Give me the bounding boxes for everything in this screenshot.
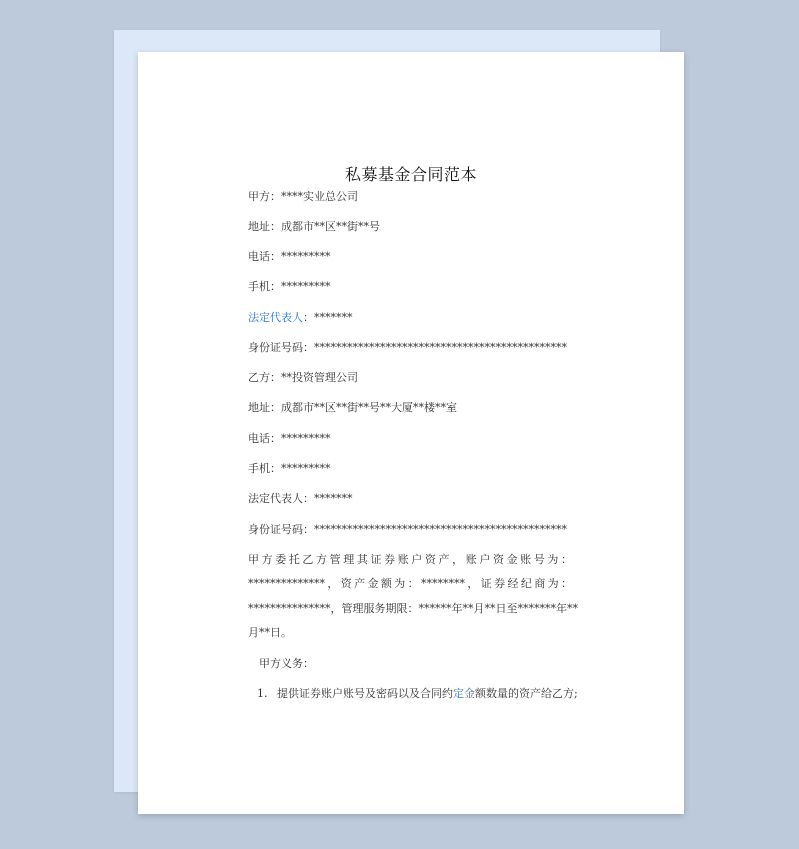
obligation-item-1 <box>257 687 578 701</box>
party-a-id: ********************************************** <box>314 341 567 354</box>
obligations-heading: 甲方义务： <box>259 657 314 670</box>
party-a-address: 成都市**区**街**号 <box>281 220 380 233</box>
party-b-label: 乙方： <box>248 371 281 384</box>
obligation-item-number: 1. <box>257 687 268 700</box>
obligation-item-text-after: 额数量的资产给乙方; <box>475 687 578 700</box>
party-b-name: **投资管理公司 <box>281 371 358 384</box>
deposit-link[interactable]: 定金 <box>453 687 475 700</box>
obligation-item-text-before: 提供证券账户账号及密码以及合同约 <box>277 687 453 700</box>
party-a-address-label: 地址： <box>248 220 281 233</box>
party-a-mobile-label: 手机： <box>248 280 281 293</box>
party-a-rep-colon: ： <box>303 311 314 324</box>
party-b-phone-line <box>248 432 331 446</box>
party-a-representative: ******* <box>314 311 353 324</box>
document-page <box>138 52 684 814</box>
party-a-id-label: 身份证号码： <box>248 341 314 354</box>
party-b-address: 成都市**区**街**号**大厦**楼**室 <box>281 401 457 414</box>
legal-representative-link[interactable]: 法定代表人 <box>248 311 303 324</box>
document-title: 私募基金合同范本 <box>344 165 477 184</box>
party-b-representative: ******* <box>314 492 353 505</box>
party-b-address-label: 地址： <box>248 401 281 414</box>
party-b-representative-line <box>248 492 353 506</box>
party-b-rep-label: 法定代表人： <box>248 492 314 505</box>
party-b-id-line <box>248 523 567 537</box>
party-a-address-line <box>248 220 380 234</box>
party-b-id-label: 身份证号码： <box>248 523 314 536</box>
clause-line-3: ***************，管理服务期限：******年**月**日至*******年** <box>248 602 578 615</box>
party-a-label: 甲方： <box>248 190 281 203</box>
party-a-phone: ********* <box>281 250 331 263</box>
party-b-mobile: ********* <box>281 462 331 475</box>
party-a-name-line <box>248 190 358 204</box>
clause-line-4: 月**日。 <box>248 626 292 639</box>
party-b-address-line <box>248 401 457 415</box>
party-b-name-line <box>248 371 358 385</box>
party-b-mobile-label: 手机： <box>248 462 281 475</box>
party-a-mobile-line <box>248 280 331 294</box>
clause-line-1: 甲方委托乙方管理其证券账户资产，账户资金账号为： <box>248 553 572 566</box>
party-a-id-line <box>248 341 567 355</box>
party-a-phone-label: 电话： <box>248 250 281 263</box>
party-a-representative-line <box>248 311 353 325</box>
party-b-id: ********************************************** <box>314 523 567 536</box>
party-a-mobile: ********* <box>281 280 331 293</box>
party-a-phone-line <box>248 250 331 264</box>
party-b-phone-label: 电话： <box>248 432 281 445</box>
clause-line-2: **************，资产金额为：********，证券经纪商为： <box>248 577 572 590</box>
party-b-mobile-line <box>248 462 331 476</box>
party-b-phone: ********* <box>281 432 331 445</box>
party-a-name: ****实业总公司 <box>281 190 358 203</box>
